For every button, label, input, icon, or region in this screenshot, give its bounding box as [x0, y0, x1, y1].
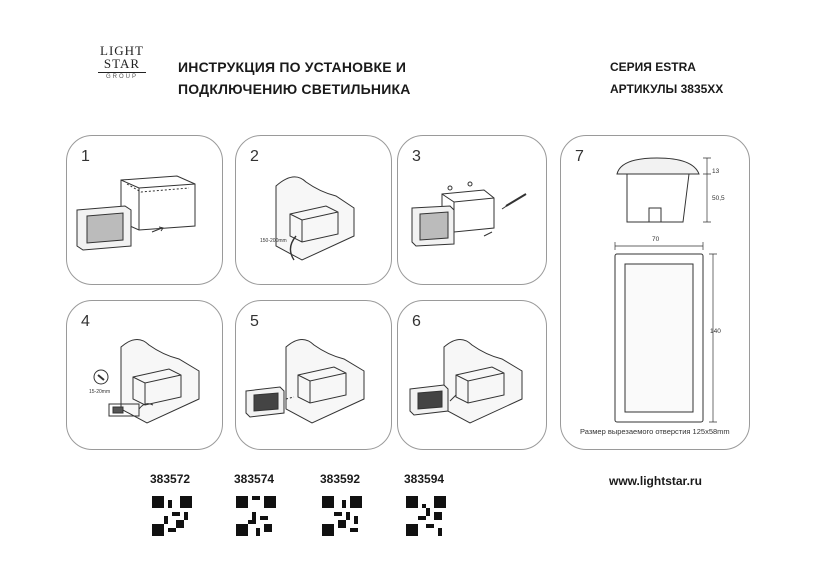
step-panel-6: [397, 300, 547, 450]
step-panel-4: [66, 300, 223, 450]
qr-code: [236, 496, 276, 536]
step-number: 4: [81, 313, 90, 330]
logo-line-1: LIGHT: [100, 43, 144, 58]
step-1-illustration: [67, 136, 224, 286]
article-code: 383592: [320, 472, 361, 486]
strip-length-label: 15-20mm: [89, 389, 111, 395]
qr-code: [152, 496, 192, 536]
step-panel-5: [235, 300, 392, 450]
document-title: [178, 56, 411, 100]
website-link[interactable]: www.lightstar.ru: [609, 474, 702, 488]
dimension-13: 13: [712, 168, 720, 175]
series-name: СЕРИЯ ESTRA: [610, 60, 696, 74]
logo-line-2: STAR: [103, 56, 141, 71]
article-code: 383594: [404, 472, 445, 486]
step-5-illustration: [236, 301, 393, 451]
dimension-drawing: [561, 136, 751, 451]
logo-divider: [98, 72, 146, 73]
step-number: 5: [250, 313, 259, 330]
wire-length-label: 150-200mm: [260, 238, 287, 244]
step-number: 2: [250, 148, 259, 165]
title-line-1: ИНСТРУКЦИЯ ПО УСТАНОВКЕ И: [178, 59, 407, 75]
dimension-70: 70: [652, 236, 660, 243]
step-panel-3: [397, 135, 547, 285]
step-number: 6: [412, 313, 421, 330]
dimension-140: 140: [710, 328, 721, 335]
step-number: 1: [81, 148, 90, 165]
step-number: 7: [575, 148, 584, 165]
dimension-50-5: 50,5: [712, 195, 725, 202]
articles-label: АРТИКУЛЫ 3835XX: [610, 82, 724, 96]
step-4-illustration: [67, 301, 224, 451]
article-code: 383572: [150, 472, 191, 486]
step-3-illustration: [398, 136, 548, 286]
logo-line-3: GROUP: [105, 74, 138, 80]
step-6-illustration: [398, 301, 548, 451]
step-2-illustration: [236, 136, 393, 286]
qr-code: [406, 496, 446, 536]
cutout-size-note: Размер вырезаемого отверстия 125x58mm: [580, 427, 730, 436]
lightstar-logo: [96, 44, 148, 98]
article-code: 383574: [234, 472, 275, 486]
step-panel-7: [560, 135, 750, 450]
step-panel-1: [66, 135, 223, 285]
qr-code: [322, 496, 362, 536]
title-line-2: ПОДКЛЮЧЕНИЮ СВЕТИЛЬНИКА: [178, 81, 411, 97]
step-panel-2: [235, 135, 392, 285]
series-info: [610, 56, 723, 100]
step-number: 3: [412, 148, 421, 165]
